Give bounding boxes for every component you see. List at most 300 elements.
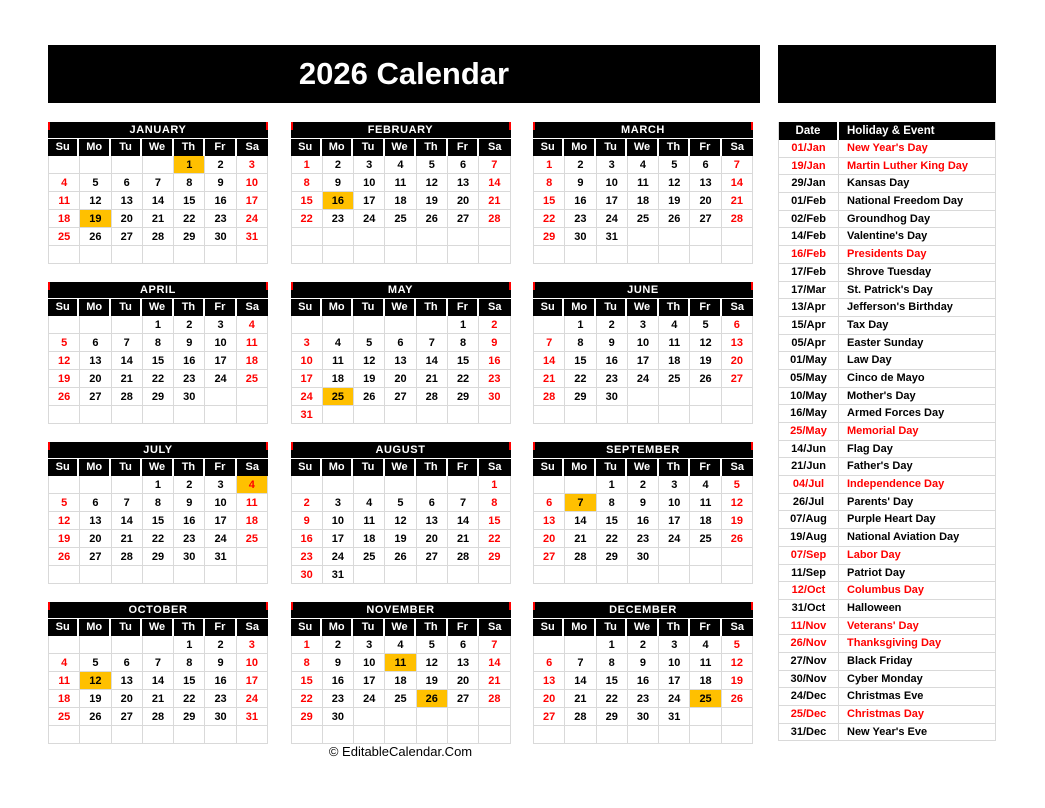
day-cell: 16 <box>323 672 354 690</box>
month-may <box>291 282 511 424</box>
day-cell: 7 <box>565 654 596 672</box>
day-cell: 24 <box>237 690 268 708</box>
month-title: OCTOBER <box>48 602 268 618</box>
holiday-row <box>779 476 995 494</box>
day-cell: 25 <box>659 370 690 388</box>
day-cell: 27 <box>385 388 416 406</box>
holiday-date: 05/Apr <box>779 335 839 353</box>
day-cell: 29 <box>597 548 628 566</box>
empty-cell <box>385 406 416 424</box>
empty-cell <box>628 566 659 584</box>
days-grid <box>533 316 753 424</box>
month-title: MARCH <box>533 122 753 138</box>
holiday-name: Martin Luther King Day <box>847 159 969 172</box>
day-cell: 12 <box>659 174 690 192</box>
month-title: FEBRUARY <box>291 122 511 138</box>
day-cell: 28 <box>722 210 753 228</box>
empty-cell <box>659 548 690 566</box>
day-cell: 12 <box>417 174 448 192</box>
holiday-row <box>779 529 995 547</box>
day-cell: 8 <box>565 334 596 352</box>
day-cell: 22 <box>143 530 174 548</box>
empty-cell <box>479 708 510 726</box>
holiday-name: Independence Day <box>847 478 945 491</box>
day-cell: 27 <box>112 708 143 726</box>
day-cell: 15 <box>479 512 510 530</box>
holiday-date: 15/Apr <box>779 317 839 335</box>
day-cell: 13 <box>534 672 565 690</box>
day-cell: 23 <box>205 210 236 228</box>
day-cell: 24 <box>628 370 659 388</box>
day-cell: 15 <box>143 512 174 530</box>
holiday-row <box>779 193 995 211</box>
day-cell: 6 <box>534 654 565 672</box>
empty-cell <box>174 246 205 264</box>
weekday-label: Su <box>48 299 79 316</box>
empty-cell <box>385 476 416 494</box>
month-september <box>533 442 753 584</box>
day-cell: 26 <box>417 210 448 228</box>
day-cell: 6 <box>112 174 143 192</box>
day-cell: 23 <box>323 210 354 228</box>
day-cell: 25 <box>628 210 659 228</box>
weekday-label: Fr <box>205 619 236 636</box>
empty-cell <box>354 566 385 584</box>
day-cell: 16 <box>205 672 236 690</box>
day-cell: 29 <box>174 228 205 246</box>
holiday-name: National Aviation Day <box>847 531 960 544</box>
holiday-date: 07/Sep <box>779 547 839 565</box>
day-cell: 6 <box>80 334 111 352</box>
empty-cell <box>722 388 753 406</box>
empty-cell <box>112 726 143 744</box>
day-cell: 10 <box>237 174 268 192</box>
holiday-date: 11/Sep <box>779 565 839 583</box>
empty-cell <box>205 406 236 424</box>
days-grid <box>291 476 511 584</box>
holiday-row <box>779 423 995 441</box>
day-cell: 18 <box>385 192 416 210</box>
empty-cell <box>722 726 753 744</box>
day-cell: 5 <box>80 654 111 672</box>
days-grid <box>533 156 753 264</box>
empty-cell <box>354 228 385 246</box>
day-cell: 29 <box>143 548 174 566</box>
days-grid <box>48 636 268 744</box>
weekday-header-row <box>533 139 753 156</box>
day-cell: 10 <box>323 512 354 530</box>
weekday-label: We <box>142 459 173 476</box>
holiday-date: 17/Feb <box>779 264 839 282</box>
day-cell: 26 <box>417 690 448 708</box>
day-cell: 17 <box>628 352 659 370</box>
month-title: AUGUST <box>291 442 511 458</box>
day-cell: 19 <box>722 512 753 530</box>
holiday-name: Black Friday <box>847 654 913 667</box>
day-cell: 10 <box>205 334 236 352</box>
weekday-header-row <box>533 459 753 476</box>
day-cell: 1 <box>534 156 565 174</box>
weekday-label: Tu <box>353 459 384 476</box>
weekday-label: Tu <box>111 459 142 476</box>
holiday-name: Veterans' Day <box>847 619 919 632</box>
weekday-label: Sa <box>722 619 753 636</box>
empty-cell <box>448 228 479 246</box>
day-cell: 10 <box>205 494 236 512</box>
day-cell: 26 <box>49 548 80 566</box>
weekday-label: Sa <box>722 139 753 156</box>
day-cell: 14 <box>534 352 565 370</box>
month-title: JUNE <box>533 282 753 298</box>
empty-cell <box>722 406 753 424</box>
weekday-label: Fr <box>205 139 236 156</box>
day-cell: 2 <box>628 476 659 494</box>
day-cell: 20 <box>385 370 416 388</box>
empty-cell <box>237 726 268 744</box>
day-cell: 9 <box>479 334 510 352</box>
month-april <box>48 282 268 424</box>
empty-cell <box>659 388 690 406</box>
day-cell: 19 <box>80 690 111 708</box>
day-cell: 31 <box>597 228 628 246</box>
day-cell: 28 <box>112 388 143 406</box>
day-cell: 9 <box>292 512 323 530</box>
day-cell: 19 <box>354 370 385 388</box>
weekday-label: Th <box>416 619 447 636</box>
holiday-row <box>779 228 995 246</box>
holiday-date: 14/Feb <box>779 228 839 246</box>
empty-cell <box>385 566 416 584</box>
empty-cell <box>690 548 721 566</box>
day-cell: 30 <box>205 708 236 726</box>
day-cell: 2 <box>205 636 236 654</box>
weekday-label: Su <box>291 459 322 476</box>
day-cell: 12 <box>385 512 416 530</box>
day-cell: 17 <box>659 512 690 530</box>
month-december <box>533 602 753 744</box>
day-cell: 1 <box>292 156 323 174</box>
empty-cell <box>205 726 236 744</box>
day-cell: 27 <box>80 548 111 566</box>
holiday-name: Tax Day <box>847 318 889 331</box>
holiday-date: 13/Apr <box>779 299 839 317</box>
weekday-label: Th <box>416 459 447 476</box>
day-cell: 3 <box>354 156 385 174</box>
holiday-name: Law Day <box>847 354 892 367</box>
day-cell: 6 <box>448 156 479 174</box>
day-cell: 27 <box>534 548 565 566</box>
weekday-label: Su <box>533 619 564 636</box>
empty-cell <box>448 708 479 726</box>
empty-cell <box>49 476 80 494</box>
empty-cell <box>385 316 416 334</box>
day-cell: 29 <box>143 388 174 406</box>
holiday-row <box>779 600 995 618</box>
day-cell: 9 <box>323 654 354 672</box>
empty-cell <box>534 566 565 584</box>
holiday-row <box>779 618 995 636</box>
empty-cell <box>205 388 236 406</box>
day-cell: 6 <box>448 636 479 654</box>
holiday-row <box>779 582 995 600</box>
holiday-date: 24/Dec <box>779 688 839 706</box>
holiday-name: Cinco de Mayo <box>847 371 925 384</box>
empty-cell <box>174 406 205 424</box>
day-cell: 18 <box>49 690 80 708</box>
day-cell: 9 <box>597 334 628 352</box>
empty-cell <box>628 726 659 744</box>
empty-cell <box>80 406 111 424</box>
empty-cell <box>112 406 143 424</box>
holiday-row <box>779 370 995 388</box>
empty-cell <box>49 726 80 744</box>
day-cell: 29 <box>479 548 510 566</box>
holiday-date: 31/Dec <box>779 724 839 742</box>
day-cell: 19 <box>417 192 448 210</box>
day-cell: 16 <box>323 192 354 210</box>
day-cell: 21 <box>722 192 753 210</box>
empty-cell <box>597 566 628 584</box>
weekday-label: Th <box>174 139 205 156</box>
day-cell: 25 <box>385 210 416 228</box>
day-cell: 22 <box>292 210 323 228</box>
holiday-row <box>779 458 995 476</box>
holiday-row <box>779 335 995 353</box>
holiday-date: 26/Nov <box>779 635 839 653</box>
day-cell: 28 <box>112 548 143 566</box>
day-cell: 12 <box>80 672 111 690</box>
day-cell: 18 <box>690 512 721 530</box>
day-cell: 13 <box>417 512 448 530</box>
holiday-row <box>779 246 995 264</box>
empty-cell <box>690 726 721 744</box>
day-cell: 13 <box>112 192 143 210</box>
empty-cell <box>80 156 111 174</box>
day-cell: 20 <box>80 370 111 388</box>
weekday-label: Th <box>174 459 205 476</box>
day-cell: 2 <box>174 476 205 494</box>
month-july <box>48 442 268 584</box>
day-cell: 20 <box>690 192 721 210</box>
day-cell: 25 <box>237 530 268 548</box>
empty-cell <box>417 708 448 726</box>
weekday-header-row <box>48 139 268 156</box>
day-cell: 23 <box>323 690 354 708</box>
day-cell: 27 <box>112 228 143 246</box>
month-october <box>48 602 268 744</box>
day-cell: 1 <box>143 316 174 334</box>
day-cell: 9 <box>205 174 236 192</box>
day-cell: 10 <box>354 174 385 192</box>
day-cell: 26 <box>49 388 80 406</box>
day-cell: 23 <box>628 690 659 708</box>
days-grid <box>291 636 511 744</box>
day-cell: 2 <box>323 156 354 174</box>
day-cell: 8 <box>479 494 510 512</box>
top-right-black-box <box>778 45 996 103</box>
day-cell: 11 <box>690 494 721 512</box>
day-cell: 12 <box>49 352 80 370</box>
holiday-date: 16/May <box>779 405 839 423</box>
weekday-label: We <box>627 139 658 156</box>
day-cell: 3 <box>237 636 268 654</box>
empty-cell <box>385 228 416 246</box>
empty-cell <box>237 406 268 424</box>
empty-cell <box>479 566 510 584</box>
day-cell: 4 <box>659 316 690 334</box>
day-cell: 10 <box>354 654 385 672</box>
day-cell: 10 <box>292 352 323 370</box>
day-cell: 31 <box>237 228 268 246</box>
day-cell: 23 <box>565 210 596 228</box>
empty-cell <box>479 406 510 424</box>
holiday-date: 14/Jun <box>779 441 839 459</box>
day-cell: 30 <box>565 228 596 246</box>
empty-cell <box>385 708 416 726</box>
day-cell: 5 <box>49 334 80 352</box>
empty-cell <box>292 228 323 246</box>
holiday-row <box>779 140 995 158</box>
empty-cell <box>80 566 111 584</box>
empty-cell <box>417 316 448 334</box>
empty-cell <box>690 246 721 264</box>
day-cell: 17 <box>205 352 236 370</box>
day-cell: 5 <box>385 494 416 512</box>
empty-cell <box>143 156 174 174</box>
holiday-name: Halloween <box>847 601 902 614</box>
weekday-label: Sa <box>479 619 510 636</box>
day-cell: 11 <box>385 174 416 192</box>
day-cell: 7 <box>448 494 479 512</box>
day-cell: 31 <box>237 708 268 726</box>
empty-cell <box>565 726 596 744</box>
day-cell: 24 <box>237 210 268 228</box>
weekday-header-row <box>291 299 511 316</box>
day-cell: 12 <box>722 654 753 672</box>
day-cell: 24 <box>354 690 385 708</box>
day-cell: 22 <box>597 690 628 708</box>
day-cell: 12 <box>722 494 753 512</box>
holiday-name: New Year's Day <box>847 142 928 154</box>
day-cell: 13 <box>722 334 753 352</box>
day-cell: 6 <box>722 316 753 334</box>
weekday-label: Su <box>48 139 79 156</box>
day-cell: 18 <box>49 210 80 228</box>
month-march <box>533 122 753 264</box>
empty-cell <box>565 246 596 264</box>
holiday-date: 05/May <box>779 370 839 388</box>
holiday-name: Parents' Day <box>847 495 914 508</box>
day-cell: 23 <box>174 370 205 388</box>
empty-cell <box>534 246 565 264</box>
day-cell: 21 <box>112 530 143 548</box>
day-cell: 20 <box>448 672 479 690</box>
weekday-label: Mo <box>79 459 110 476</box>
day-cell: 7 <box>143 174 174 192</box>
day-cell: 30 <box>323 708 354 726</box>
weekday-label: Fr <box>690 619 721 636</box>
empty-cell <box>49 156 80 174</box>
calendar-title-bar <box>48 45 760 103</box>
weekday-label: Sa <box>722 299 753 316</box>
empty-cell <box>565 406 596 424</box>
weekday-label: We <box>627 619 658 636</box>
day-cell: 15 <box>292 672 323 690</box>
weekday-label: Fr <box>205 299 236 316</box>
empty-cell <box>237 566 268 584</box>
day-cell: 21 <box>417 370 448 388</box>
weekday-label: Tu <box>353 299 384 316</box>
day-cell: 1 <box>597 636 628 654</box>
weekday-label: Su <box>533 299 564 316</box>
holiday-date: 27/Nov <box>779 653 839 671</box>
weekday-label: Sa <box>479 299 510 316</box>
day-cell: 11 <box>385 654 416 672</box>
empty-cell <box>112 316 143 334</box>
day-cell: 11 <box>237 494 268 512</box>
day-cell: 7 <box>143 654 174 672</box>
day-cell: 15 <box>534 192 565 210</box>
day-cell: 8 <box>174 174 205 192</box>
weekday-label: Sa <box>479 139 510 156</box>
empty-cell <box>417 566 448 584</box>
empty-cell <box>534 406 565 424</box>
weekday-label: Tu <box>353 619 384 636</box>
empty-cell <box>448 246 479 264</box>
empty-cell <box>323 476 354 494</box>
empty-cell <box>354 406 385 424</box>
empty-cell <box>174 726 205 744</box>
weekday-label: Fr <box>448 299 479 316</box>
month-august <box>291 442 511 584</box>
day-cell: 29 <box>292 708 323 726</box>
empty-cell <box>534 636 565 654</box>
day-cell: 4 <box>237 316 268 334</box>
day-cell: 3 <box>354 636 385 654</box>
day-cell: 25 <box>385 690 416 708</box>
day-cell: 25 <box>354 548 385 566</box>
empty-cell <box>534 316 565 334</box>
day-cell: 26 <box>385 548 416 566</box>
empty-cell <box>80 246 111 264</box>
holiday-date: 10/May <box>779 388 839 406</box>
day-cell: 12 <box>80 192 111 210</box>
day-cell: 14 <box>479 654 510 672</box>
day-cell: 2 <box>628 636 659 654</box>
day-cell: 22 <box>597 530 628 548</box>
day-cell: 28 <box>565 708 596 726</box>
holiday-date: 01/Jan <box>779 140 839 158</box>
day-cell: 20 <box>534 690 565 708</box>
empty-cell <box>565 476 596 494</box>
day-cell: 30 <box>628 548 659 566</box>
holiday-row <box>779 352 995 370</box>
empty-cell <box>722 548 753 566</box>
weekday-label: Th <box>174 619 205 636</box>
weekday-label: Mo <box>322 619 353 636</box>
day-cell: 24 <box>205 530 236 548</box>
day-cell: 5 <box>417 636 448 654</box>
weekday-label: Sa <box>237 619 268 636</box>
day-cell: 15 <box>143 352 174 370</box>
empty-cell <box>565 566 596 584</box>
day-cell: 9 <box>323 174 354 192</box>
day-cell: 7 <box>112 494 143 512</box>
empty-cell <box>354 726 385 744</box>
holiday-date: 01/May <box>779 352 839 370</box>
day-cell: 17 <box>205 512 236 530</box>
day-cell: 14 <box>112 352 143 370</box>
